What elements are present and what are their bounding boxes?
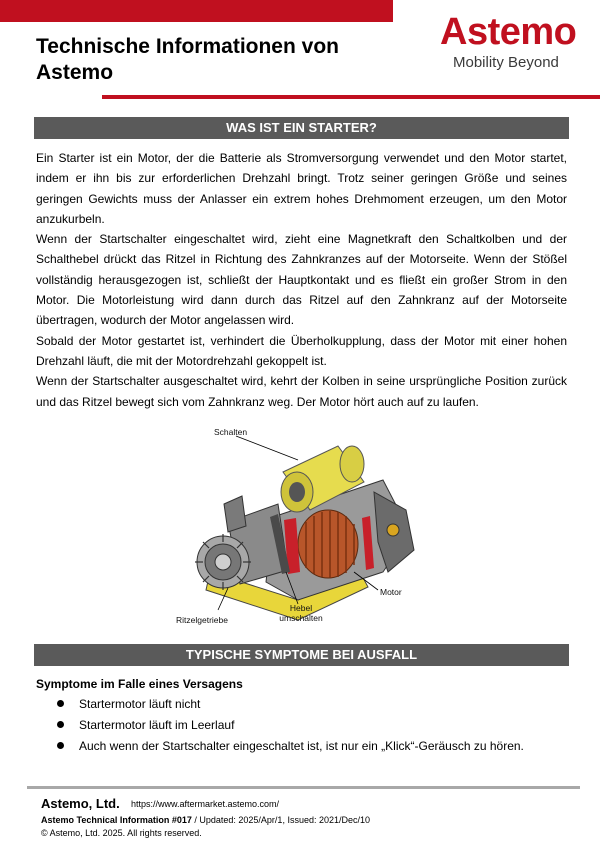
footer-copyright: © Astemo, Ltd. 2025. All rights reserved. xyxy=(41,828,202,838)
list-item: Startermotor läuft im Leerlauf xyxy=(54,717,524,738)
label-lever xyxy=(276,603,326,623)
document-number: Astemo Technical Information #017 xyxy=(41,815,192,825)
footer-url-link[interactable]: https://www.aftermarket.astemo.com/ xyxy=(131,799,280,809)
brand-logo: Astemo xyxy=(440,11,577,53)
header-divider xyxy=(102,95,600,99)
starter-diagram xyxy=(178,422,428,627)
brand-tagline: Mobility Beyond xyxy=(453,54,559,71)
document-dates: / Updated: 2025/Apr/1, Issued: 2021/Dec/10 xyxy=(191,815,370,825)
header-accent-bar xyxy=(0,0,393,22)
label-switch: Schalten xyxy=(214,427,248,437)
symptom-list xyxy=(54,696,524,759)
label-motor: Motor xyxy=(380,587,402,597)
page-title: Technische Informationen von Astemo xyxy=(36,35,339,84)
symptoms-subheading: Symptome im Falle eines Versagens xyxy=(36,677,243,691)
starter-description xyxy=(36,148,567,412)
paragraph: Wenn der Startschalter eingeschaltet wird, zieht eine Magnetkraft den Schaltkolben und der Schalthebel drückt das Ritzel in Richtung des Zahnkranzes auf der Motorseite. Wenn der Stößel vollständig herausgezogen ist, schließt der Hauptkontakt und es fließt ein großer Strom in den Motor. Die Motorleistung wird dann durch das Ritzel auf den Zahnkranz auf der Motorseite übertragen, wodurch der Motor angelassen wird. xyxy=(36,232,567,328)
paragraph: Ein Starter ist ein Motor, der die Batterie als Stromversorgung verwendet und den Motor startet, indem er ihn bis zur erforderlichen Drehzahl bringt. Trotz seiner geringen Größe und seines geringen Gewichts muss der Anlasser ein extrem hohes Drehmoment erzeugen, um den Motor anzukurbeln. xyxy=(36,151,567,226)
paragraph: Sobald der Motor gestartet ist, verhindert die Überholkupplung, dass der Motor mit einer hohen Drehzahl läuft, die mit der Motordrehzahl gekoppelt ist. xyxy=(36,333,567,368)
footer-divider xyxy=(27,786,580,789)
list-item: Startermotor läuft nicht xyxy=(54,696,524,717)
paragraph: Wenn der Startschalter ausgeschaltet wird, kehrt der Kolben in seine ursprüngliche Position zurück und das Ritzel bewegt sich vom Zahnkranz weg. Der Motor hört auch auf zu laufen. xyxy=(36,374,567,409)
section-heading-starter: WAS IST EIN STARTER? xyxy=(34,117,569,139)
list-item: Auch wenn der Startschalter eingeschaltet ist, ist nur ein „Klick“-Geräusch zu hören. xyxy=(54,738,524,759)
footer-document-info xyxy=(41,815,370,825)
section-heading-symptoms: TYPISCHE SYMPTOME BEI AUSFALL xyxy=(34,644,569,666)
footer-company: Astemo, Ltd. xyxy=(41,796,120,811)
label-lever-line2: umschalten xyxy=(279,613,323,623)
label-pinion: Ritzelgetriebe xyxy=(176,615,228,625)
label-lever-line1: Hebel xyxy=(289,603,313,613)
